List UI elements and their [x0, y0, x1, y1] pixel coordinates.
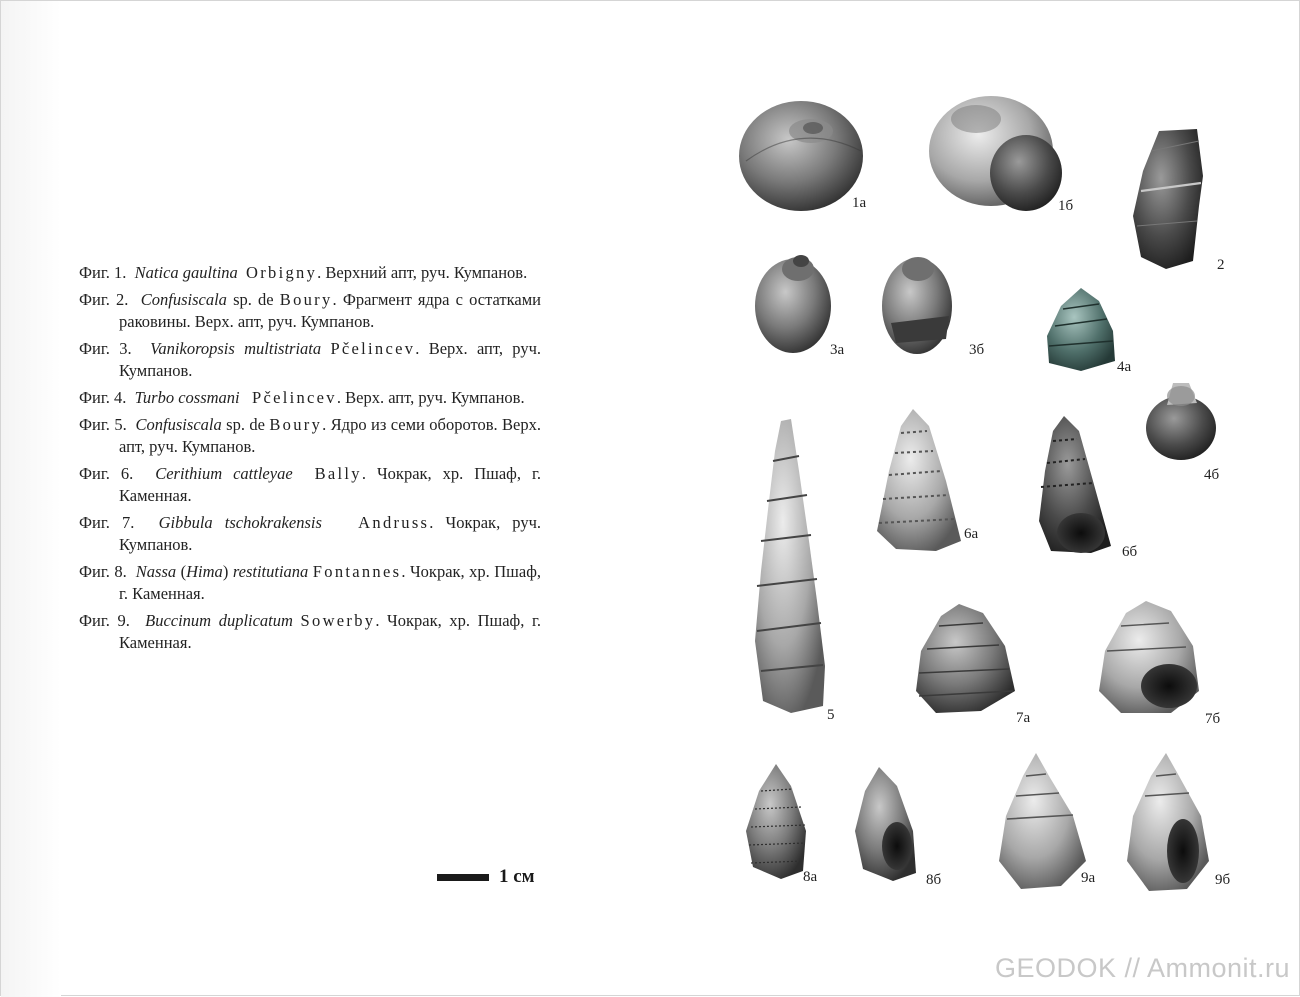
- scale-bar-label: 1 см: [499, 866, 535, 887]
- caption-fig-1: Фиг. 1. Natica gaultina Orbigny. Верхний апт, руч. Кумпанов.: [79, 263, 528, 282]
- figure-label-8a: 8а: [803, 869, 818, 885]
- figure-label-6b: 6б: [1122, 544, 1138, 560]
- fossil-3b: [882, 257, 952, 354]
- fossil-4a: [1047, 288, 1115, 371]
- fossil-1b: [929, 96, 1062, 211]
- caption-fig-4: Фиг. 4. Turbo cossmani Pčelincev. Верх. апт, руч. Кумпанов.: [79, 388, 525, 407]
- fossil-1a: [739, 101, 863, 211]
- fossil-2: [1133, 129, 1203, 269]
- figure-label-6a: 6а: [964, 526, 979, 542]
- fossil-plate-illustrations: [1, 1, 1300, 997]
- fossil-9a: [999, 753, 1086, 889]
- figure-label-1b: 1б: [1058, 198, 1074, 214]
- caption-fig-6: Фиг. 6. Cerithium cattleyae Bally. Чокрак, хр. Пшаф, г. Каменная.: [79, 464, 542, 505]
- caption-fig-9: Фиг. 9. Buccinum duplicatum Sowerby. Чокрак, хр. Пшаф, г. Каменная.: [79, 611, 541, 652]
- caption-fig-7: Фиг. 7. Gibbula tschokrakensis Andruss. Чокрак, руч. Кумпанов.: [79, 513, 542, 554]
- figure-label-5: 5: [827, 707, 835, 723]
- figure-label-8b: 8б: [926, 872, 942, 888]
- figure-label-9b: 9б: [1215, 872, 1231, 888]
- fossil-6a: [877, 409, 961, 551]
- figure-label-3b: 3б: [969, 342, 985, 358]
- fossil-6b: [1039, 416, 1111, 553]
- caption-fig-8: Фиг. 8. Nassa (Hima) restitutiana Fontannes. Чокрак, хр. Пшаф, г. Каменная.: [79, 562, 542, 603]
- fossil-9b: [1127, 753, 1209, 891]
- fossil-plate: [1, 1, 1300, 997]
- fossil-7a: [916, 604, 1015, 713]
- caption-fig-2: Фиг. 2. Confusiscala sp. de Boury. Фрагмент ядра с остатками раковины. Верх. апт, руч. Кумпанов.: [79, 290, 541, 331]
- fossil-5: [755, 419, 825, 713]
- figure-label-1a: 1а: [852, 195, 867, 211]
- fossil-7b: [1099, 601, 1199, 713]
- fossil-4b: [1146, 383, 1216, 460]
- figure-label-4b: 4б: [1204, 467, 1220, 483]
- figure-label-3a: 3а: [830, 342, 845, 358]
- fossil-8b: [855, 767, 916, 881]
- fossil-3a: [755, 255, 831, 353]
- figure-label-2: 2: [1217, 257, 1225, 273]
- site-watermark: GEODOK // Ammonit.ru: [995, 953, 1291, 983]
- caption-fig-5: Фиг. 5. Confusiscala sp. de Boury. Ядро из семи оборотов. Верх. апт, руч. Кумпанов.: [79, 415, 542, 456]
- fossil-8a: [746, 764, 806, 879]
- figure-label-4a: 4а: [1117, 359, 1132, 375]
- caption-fig-3: Фиг. 3. Vanikoropsis multistriata Pčelincev. Верх. апт, руч. Кумпанов.: [79, 339, 541, 380]
- figure-label-9a: 9а: [1081, 870, 1096, 886]
- figure-label-7a: 7а: [1016, 710, 1031, 726]
- figure-label-7b: 7б: [1205, 711, 1221, 727]
